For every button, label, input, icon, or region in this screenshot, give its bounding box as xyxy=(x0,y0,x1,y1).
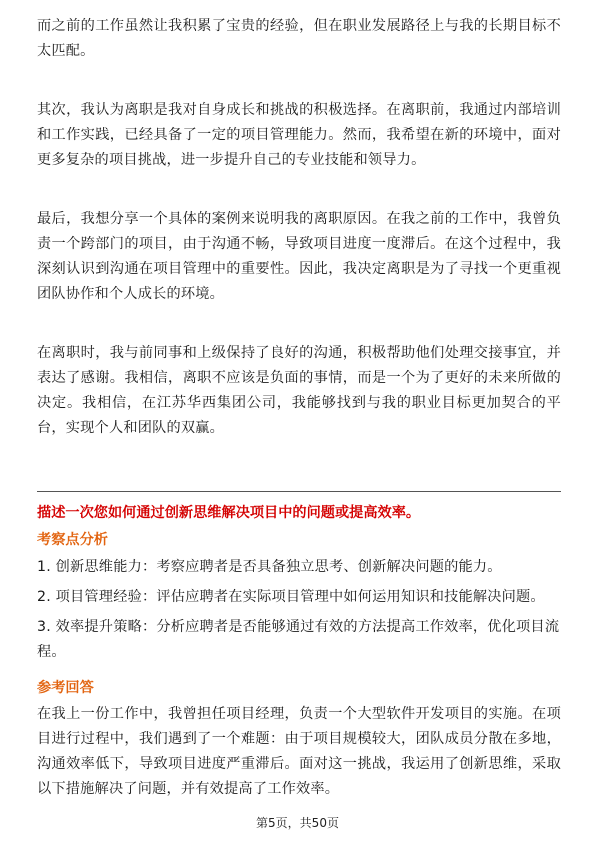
upper-body-text xyxy=(37,14,561,441)
analysis-item-1: 1. 创新思维能力：考察应聘者是否具备独立思考、创新解决问题的能力。 xyxy=(37,559,502,575)
paragraph-2: 其次，我认为离职是我对自身成长和挑战的积极选择。在离职前，我通过内部培训和工作实践，已经具备了一定的项目管理能力。然而，我希望在新的环境中，面对更多复杂的项目挑战，进一步提升自己的专业技能和领导力。 xyxy=(37,102,561,168)
paragraph-3: 最后，我想分享一个具体的案例来说明我的离职原因。在我之前的工作中，我曾负责一个跨部门的项目，由于沟通不畅，导致项目进度一度滞后。在这个过程中，我深刻认识到沟通在项目管理中的重要性。因此，我决定离职是为了寻找一个更重视团队协作和个人成长的环境。 xyxy=(37,211,561,302)
analysis-item-3: 3. 效率提升策略：分析应聘者是否能够通过有效的方法提高工作效率，优化项目流程。 xyxy=(37,619,560,660)
answer-heading: 参考回答 xyxy=(37,680,94,696)
interview-question: 描述一次您如何通过创新思维解决项目中的问题或提高效率。 xyxy=(37,505,421,521)
section-divider xyxy=(37,491,561,492)
question-details xyxy=(37,530,561,802)
analysis-heading: 考察点分析 xyxy=(37,532,108,548)
page-number: 第5页，共50页 xyxy=(256,816,339,830)
paragraph-1: 而之前的工作虽然让我积累了宝贵的经验，但在职业发展路径上与我的长期目标不太匹配。 xyxy=(37,18,561,59)
paragraph-4: 在离职时，我与前同事和上级保持了良好的沟通，积极帮助他们处理交接事宜，并表达了感谢。我相信，离职不应该是负面的事情，而是一个为了更好的未来所做的决定。我相信，在江苏华西集团公司，我能够找到与我的职业目标更加契合的平台，实现个人和团队的双赢。 xyxy=(37,345,561,436)
analysis-item-2: 2. 项目管理经验：评估应聘者在实际项目管理中如何运用知识和技能解决问题。 xyxy=(37,589,545,605)
answer-text: 在我上一份工作中，我曾担任项目经理，负责一个大型软件开发项目的实施。在项目进行过程中，我们遇到了一个难题：由于项目规模较大，团队成员分散在多地，沟通效率低下，导致项目进度严重滞后。面对这一挑战，我运用了创新思维，采取以下措施解决了问题，并有效提高了工作效率。 xyxy=(37,706,561,797)
